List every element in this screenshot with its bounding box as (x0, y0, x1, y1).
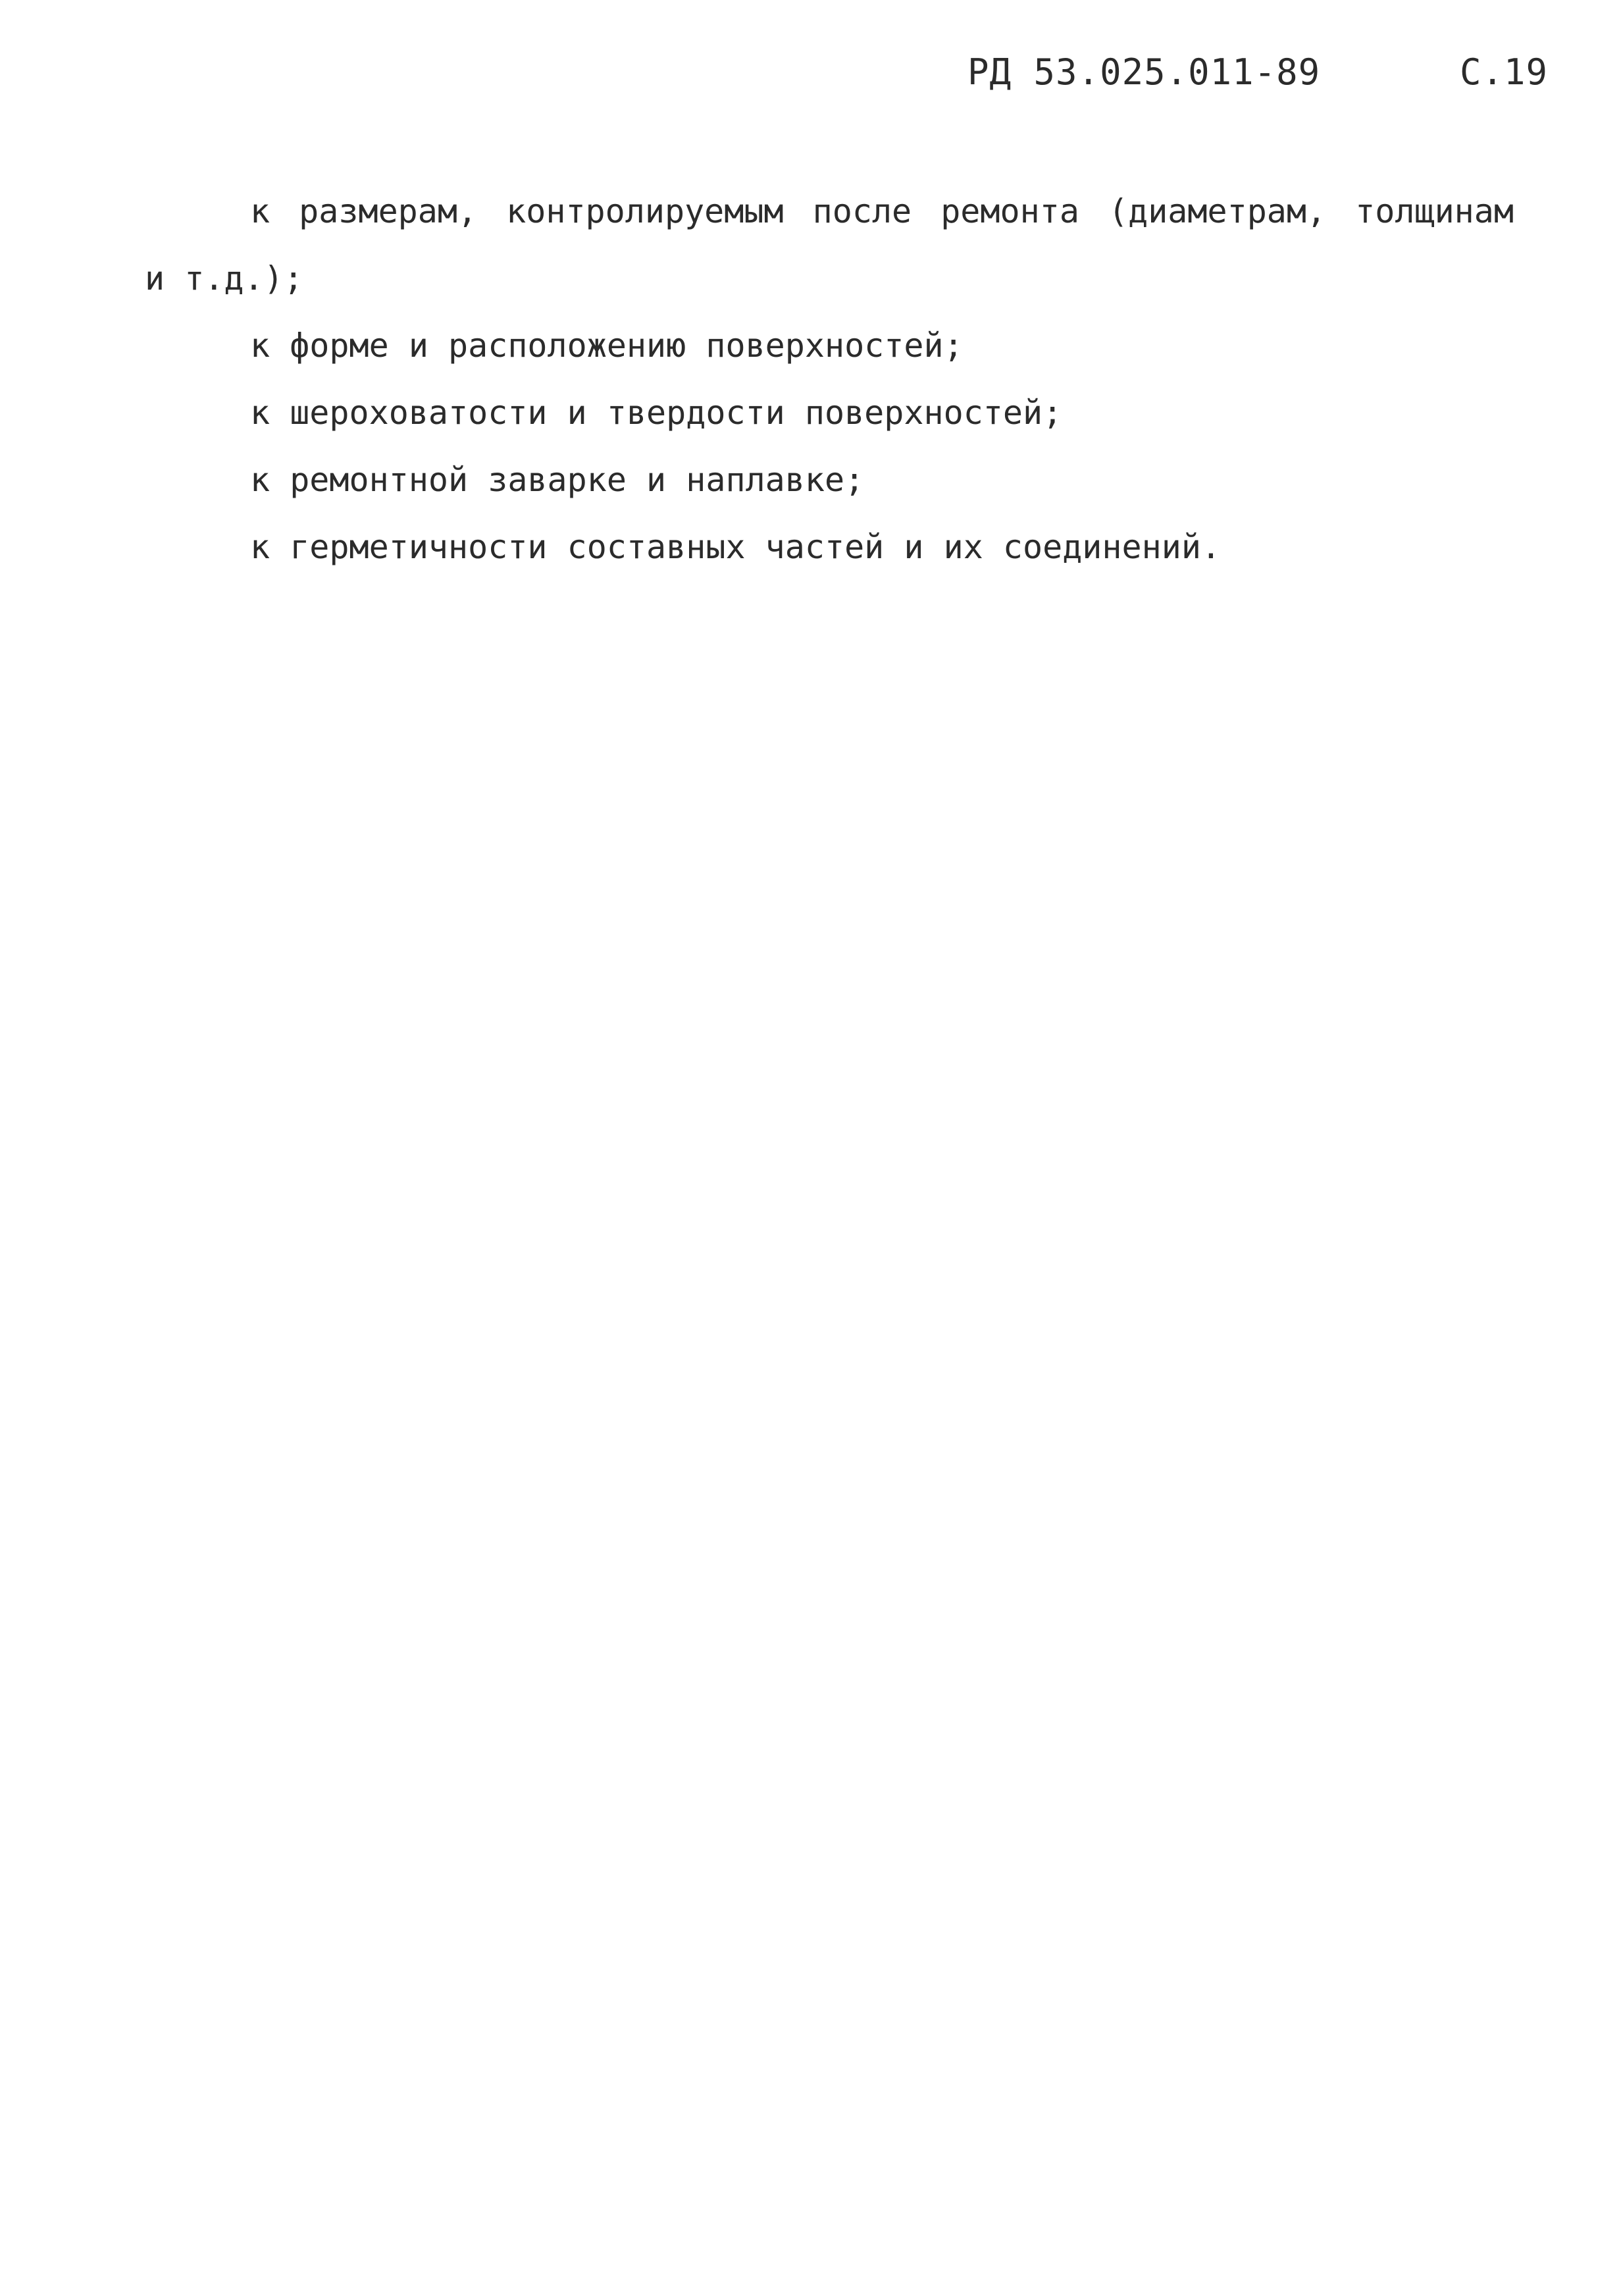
text-line-1: к размерам, контролируемым после ремонта (диаметрам, толщинам (250, 192, 1514, 230)
page-header (0, 51, 1621, 104)
page-number: С.19 (1460, 51, 1549, 93)
body-text (145, 178, 1514, 581)
text-line-4: к шероховатости и твердости поверхностей; (250, 394, 1063, 432)
text-line-6: к герметичности составных частей и их соединений. (250, 528, 1222, 566)
text-line-5: к ремонтной заварке и наплавке; (250, 461, 865, 499)
text-line-2: и т.д.); (145, 259, 303, 298)
text-line-3: к форме и расположению поверхностей; (250, 326, 964, 365)
document-code: РД 53.025.011-89 (967, 51, 1321, 93)
